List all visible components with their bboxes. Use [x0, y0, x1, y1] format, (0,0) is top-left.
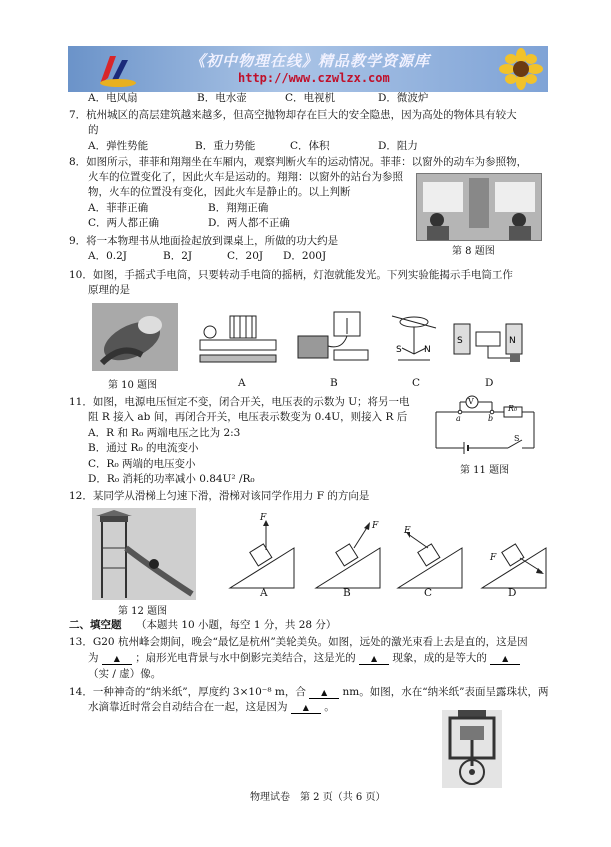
q8-train-figure [416, 173, 542, 241]
svg-text:S: S [457, 336, 463, 346]
q7-text-1: 7．杭州城区的高层建筑越来越多，但高空抛物却存在巨大的安全隐患，因为高处的物体具有较大 [69, 109, 517, 121]
q8-option-a: A．菲菲正确 [88, 202, 149, 214]
q11-caption: 第 11 题图 [460, 465, 510, 476]
q13-blank-3[interactable]: ▲ [490, 654, 520, 665]
q12-label-c: C [424, 587, 433, 599]
q9-option-b: B．2J [163, 250, 193, 262]
q12-force-diagrams [224, 508, 554, 596]
q9-option-c: C．20J [227, 250, 264, 262]
q12-f-c: F [404, 526, 411, 536]
q12-diagram-a [230, 520, 294, 588]
q10-diagram-b [294, 310, 374, 368]
q11-switch-label: S [514, 434, 520, 443]
q11-point-b: b [488, 414, 494, 423]
q14-blank-2[interactable]: ▲ [291, 703, 321, 714]
q6-option-a: A．电风扇 [88, 92, 138, 104]
q6-option-d: D．微波炉 [378, 92, 429, 104]
q8-text-3: 物，火车的位置没有变化，因此火车是静止的。以上判断 [88, 186, 351, 198]
q13-text-2: 为 ▲ ；扇形光电背景与水中倒影完美结合，这是光的 ▲ 现象，成的是等大的 ▲ [88, 651, 520, 665]
q11-option-d: D．R₀ 消耗的功率减小 0.84U² /R₀ [88, 473, 255, 485]
q13-text-1: 13．G20 杭州峰会期间，晚会“最忆是杭州”美轮美奂。如图，远处的激光束看上去是直的，这是因 [69, 636, 528, 648]
q11-option-c: C．R₀ 两端的电压变小 [88, 458, 196, 470]
q12-f-d: F [490, 553, 497, 563]
q14-engine-figure [438, 706, 506, 792]
q14-text-2: 水滴靠近时常会自动结合在一起，这是因为 ▲ 。 [88, 701, 335, 713]
q10-label-c: C [412, 377, 421, 389]
q14-text-1: 14．一种神奇的“纳米纸”，厚度约 3×10⁻⁸ m，合 ▲ nm。如图，水在“纳米纸”表面呈露珠状，两 [69, 686, 549, 698]
q10-diagram-c [384, 310, 444, 368]
banner-title: 《初中物理在线》精品教学资源库 [190, 52, 431, 70]
q11-text-2: 阻 R 接入 ab 间，再闭合开关，电压表示数变为 0.4U，则接入 R 后 [88, 411, 408, 423]
q8-text-1: 8．如图所示，菲菲和翔翔坐在车厢内，观察判断火车的运动情况。菲菲：以窗外的动车为参照物， [69, 156, 528, 168]
q7-option-d: D．阻力 [378, 140, 418, 152]
q7-text-2: 的 [88, 124, 99, 136]
q12-diagram-b [316, 522, 380, 588]
q6-option-b: B．电水壶 [197, 92, 247, 104]
q8-option-d: D．两人都不正确 [208, 217, 290, 229]
q11-circuit-diagram [430, 394, 540, 456]
banner-url[interactable]: http://www.czwlzx.com [238, 71, 390, 85]
q9-option-d: D．200J [283, 250, 327, 262]
q10-caption: 第 10 题图 [108, 380, 158, 391]
header-banner [68, 46, 548, 92]
q10-diagram-d [452, 318, 524, 366]
q12-slide-photo [92, 508, 196, 600]
q12-f-a: F [260, 513, 267, 523]
q12-diagram-c [398, 532, 462, 588]
q10-text-1: 10．如图，手摇式手电筒，只要转动手电筒的摇柄，灯泡就能发光。下列实验能揭示手电筒工作 [69, 269, 513, 281]
q9-text: 9．将一本物理书从地面捡起放到课桌上，所做的功大约是 [69, 235, 339, 247]
svg-text:S: S [396, 345, 402, 355]
q13-blank-1[interactable]: ▲ [102, 654, 132, 665]
page-footer: 物理试卷 第 2 页（共 6 页） [250, 792, 386, 803]
q11-option-b: B．通过 R₀ 的电流变小 [88, 442, 199, 454]
q11-voltmeter-label: V [468, 397, 474, 406]
q7-option-c: C．体积 [290, 140, 330, 152]
q12-text: 12．某同学从滑梯上匀速下滑，滑梯对该同学作用力 F 的方向是 [69, 490, 370, 502]
q13-text-3: （实 / 虚）像。 [88, 668, 162, 680]
svg-text:N: N [424, 345, 431, 355]
q12-caption: 第 12 题图 [118, 606, 168, 617]
q8-caption: 第 8 题图 [452, 246, 495, 257]
q7-option-b: B．重力势能 [195, 140, 256, 152]
section-title: 二、填空题 [69, 619, 122, 631]
q11-text-1: 11．如图，电源电压恒定不变，闭合开关，电压表的示数为 U；将另一电 [69, 396, 410, 408]
section-description: （本题共 10 小题，每空 1 分，共 28 分） [136, 619, 337, 631]
logo-icon [96, 50, 140, 88]
q11-point-a: a [456, 414, 461, 423]
svg-text:N: N [509, 336, 516, 346]
q10-flashlight-photo [92, 303, 178, 371]
q10-label-b: B [330, 377, 338, 389]
q11-option-a: A．R 和 R₀ 两端电压之比为 2:3 [88, 427, 241, 439]
sunflower-icon [498, 48, 544, 90]
q10-label-d: D [485, 377, 494, 389]
q14-blank-1[interactable]: ▲ [309, 688, 339, 699]
q13-blank-2[interactable]: ▲ [359, 654, 389, 665]
q10-text-2: 原理的是 [88, 284, 130, 296]
q10-diagram-a [192, 310, 284, 368]
q8-option-b: B．翔翔正确 [208, 202, 269, 214]
q7-option-a: A．弹性势能 [88, 140, 149, 152]
q8-option-c: C．两人都正确 [88, 217, 160, 229]
q12-label-d: D [508, 587, 517, 599]
q12-diagram-d [482, 544, 546, 588]
q11-r0-label: R₀ [508, 404, 518, 413]
q12-label-b: B [343, 587, 351, 599]
q6-option-c: C．电视机 [285, 92, 336, 104]
q12-label-a: A [260, 587, 268, 599]
q10-label-a: A [238, 377, 246, 389]
q12-f-b: F [372, 521, 379, 531]
q9-option-a: A．0.2J [88, 250, 127, 262]
q8-text-2: 火车的位置变化了，因此火车是运动的。翔翔：以窗外的站台为参照 [88, 171, 403, 183]
